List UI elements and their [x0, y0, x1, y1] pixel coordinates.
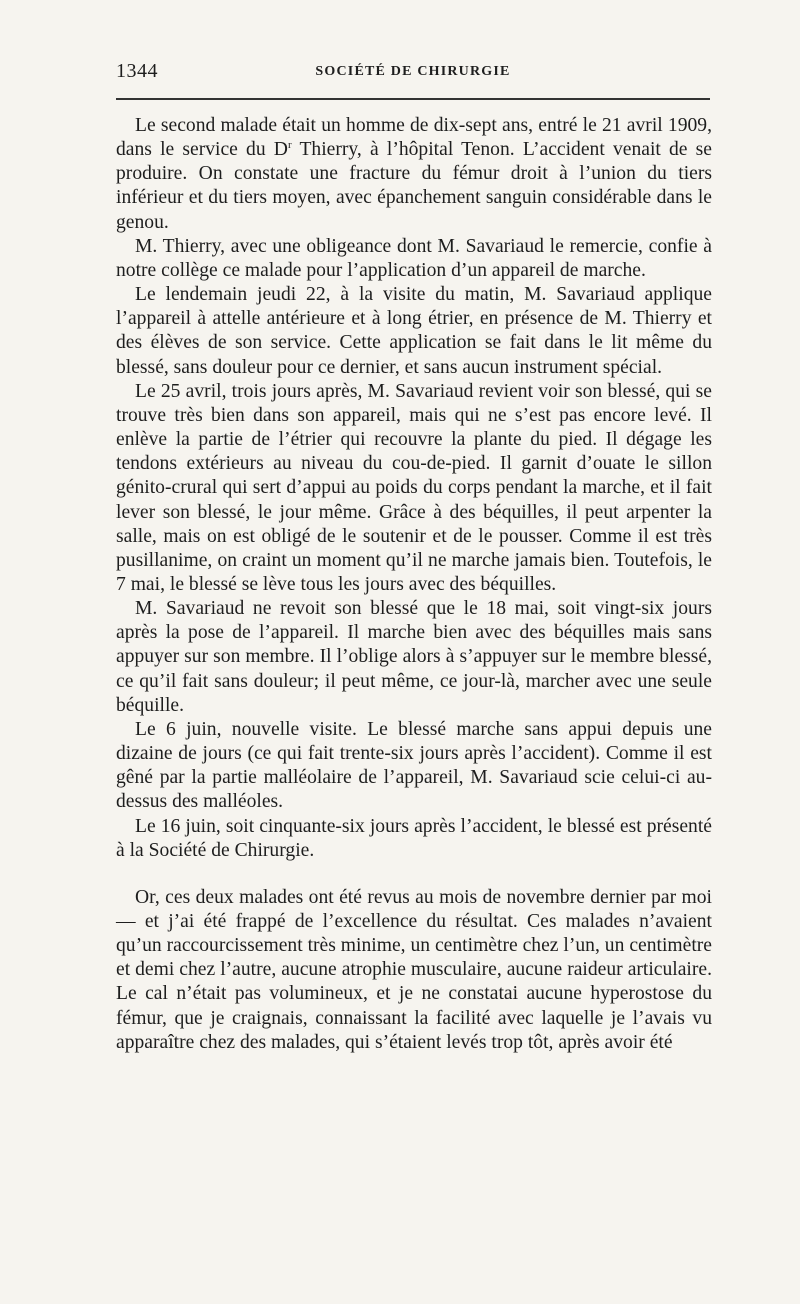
paragraph-text: Le second malade était un homme de dix-sept ans, entré le 21 avril 1909, dans le service du D	[116, 115, 712, 161]
paragraph: Le 25 avril, trois jours après, M. Savariaud revient voir son blessé, qui se trouve très bien dans son appareil, mais qui ne s’est pas encore levé. Il enlève la partie de l’étrier qui recouvre la plante du pied. Il dégage les tendons extérieurs au niveau du cou-de-pied. Il garnit d’ouate le sillon génito-crural qui sert d’appui au poids du corps pendant la marche, et il fait lever son blessé, le jour même. Grâce à des béquilles, il peut arpenter la salle, mais on est obligé de le soutenir et de le pousser. Comme il est très pusillanime, on craint un moment qu’il ne marche jamais bien. Toutefois, le 7 mai, le blessé se lève tous les jours avec des béquilles.	[116, 380, 712, 595]
paragraph: M. Thierry, avec une obligeance dont M. Savariaud le remercie, confie à notre collège ce malade pour l’application d’un appareil de marche.	[116, 235, 712, 281]
paragraph: Or, ces deux malades ont été revus au mois de novembre dernier par moi — et j’ai été frappé de l’excellence du résultat. Ces malades n’avaient qu’un raccourcissement très minime, un centimètre chez l’un, un centimètre et demi chez l’autre, aucune atrophie musculaire, aucune raideur articulaire. Le cal n’était pas volumineux, et je ne constatai aucune hyperostose du fémur, que je craignais, connaissant la facilité avec laquelle je l’avais vu apparaître chez des malades, qui s’étaient levés trop tôt, après avoir été	[116, 886, 712, 1053]
header-rule	[116, 98, 710, 100]
paragraph	[116, 114, 712, 235]
body-text	[116, 114, 712, 1055]
paragraph: M. Savariaud ne revoit son blessé que le 18 mai, soit vingt-six jours après la pose de l’appareil. Il marche bien avec des béquilles mais sans appuyer sur son membre. Il l’oblige alors à s’appuyer sur le membre blessé, ce qu’il fait sans douleur; il peut même, ce jour-là, marcher avec une seule béquille.	[116, 598, 712, 716]
paragraph: Le 6 juin, nouvelle visite. Le blessé marche sans appui depuis une dizaine de jours (ce qui fait trente-six jours après l’accident). Comme il est gêné par la partie malléolaire de l’appareil, M. Savariaud scie celui-ci au-dessus des malléoles.	[116, 718, 712, 813]
page-number: 1344	[116, 60, 158, 82]
running-title: SOCIÉTÉ DE CHIRURGIE	[315, 64, 511, 79]
paragraph: Le 16 juin, soit cinquante-six jours après l’accident, le blessé est présenté à la Société de Chirurgie.	[116, 815, 712, 861]
superscript: r	[287, 139, 292, 152]
paragraph-text: Thierry, à l’hôpital Tenon. L’accident venait de se produire. On constate une fracture du fémur droit à l’union du tiers inférieur et du tiers moyen, avec épanchement sanguin considérable dans le genou.	[116, 139, 712, 233]
paragraph: Le lendemain jeudi 22, à la visite du matin, M. Savariaud applique l’appareil à attelle antérieure et à long étrier, en présence de M. Thierry et des élèves de son service. Cette application se fait dans le lit même du blessé, sans douleur pour ce dernier, et sans aucun instrument spécial.	[116, 284, 712, 378]
page-header	[116, 58, 710, 88]
